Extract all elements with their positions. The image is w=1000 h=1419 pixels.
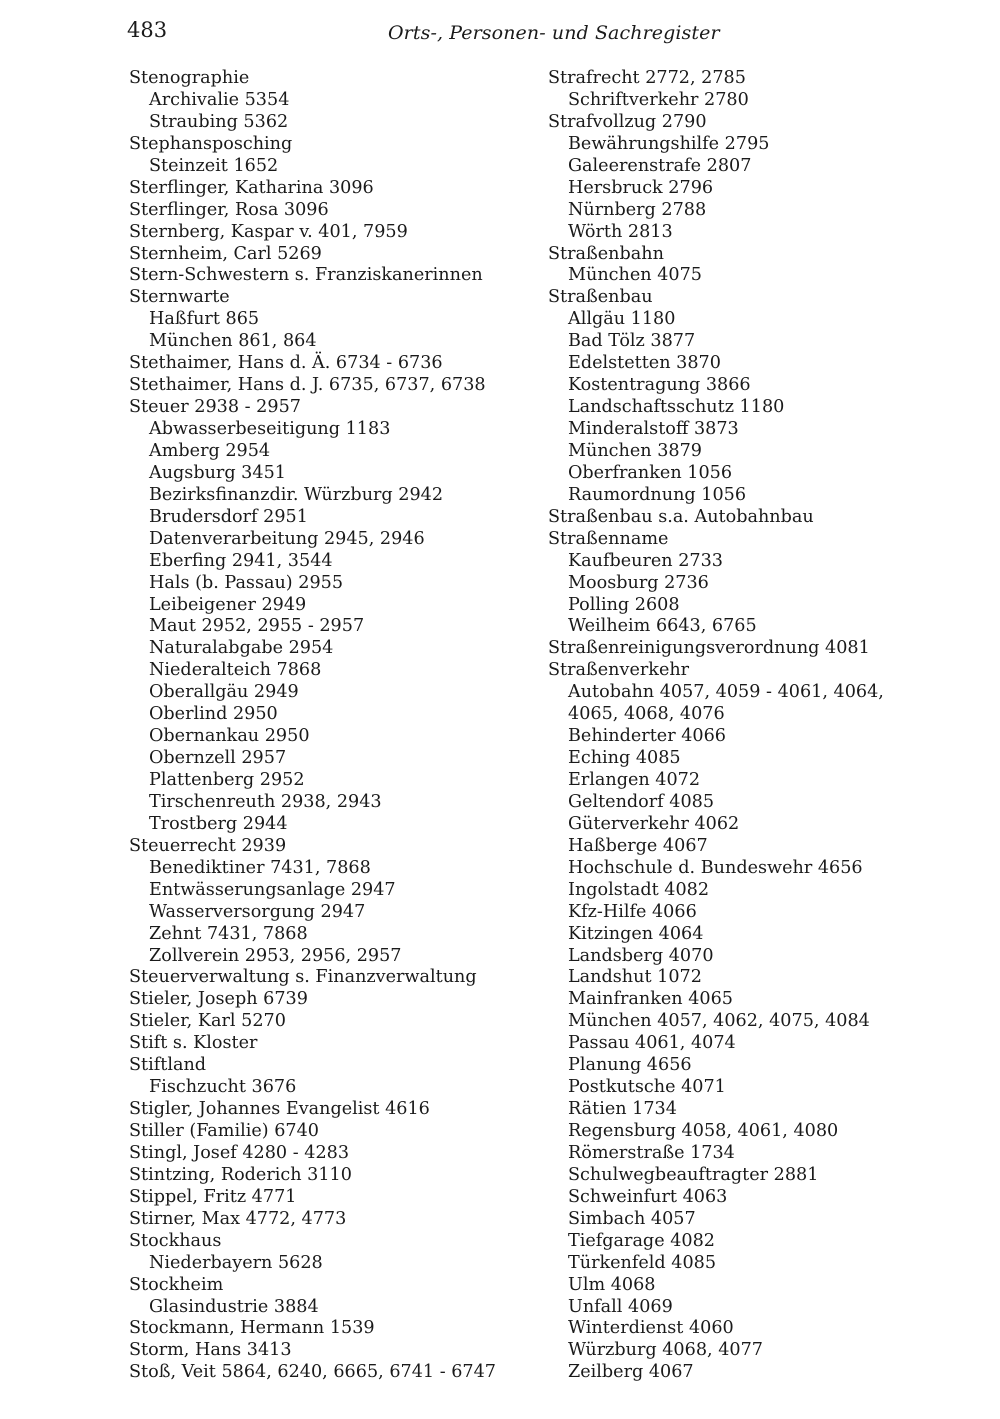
- index-subentry: Oberallgäu 2949: [149, 682, 299, 703]
- index-subentry: Würzburg 4068, 4077: [568, 1340, 763, 1361]
- index-subentry: Landschaftsschutz 1180: [568, 397, 785, 418]
- index-subentry: Kfz-Hilfe 4066: [568, 901, 697, 922]
- index-subentry: Minderalstoff 3873: [568, 419, 739, 439]
- index-entry: Stockmann, Hermann 1539: [129, 1318, 375, 1339]
- index-subentry: Autobahn 4057, 4059 - 4061, 4064,: [568, 682, 884, 703]
- index-subentry: Haßfurt 865: [149, 309, 260, 330]
- index-subentry: Rätien 1734: [568, 1099, 677, 1120]
- index-entry: Storm, Hans 3413: [129, 1340, 292, 1361]
- index-subentry: München 861, 864: [149, 331, 317, 352]
- index-subentry: Brudersdorf 2951: [149, 506, 308, 527]
- index-entry: Strafrecht 2772, 2785: [548, 68, 746, 88]
- index-entry: Stephansposching: [129, 133, 293, 154]
- index-subentry: Steinzeit 1652: [149, 155, 279, 176]
- index-entry: Stockheim: [129, 1274, 224, 1295]
- index-entry: Steuer 2938 - 2957: [129, 397, 301, 418]
- index-subentry: Mainfranken 4065: [568, 989, 733, 1010]
- index-subentry: 4065, 4068, 4076: [568, 704, 725, 725]
- index-subentry: Datenverarbeitung 2945, 2946: [149, 528, 425, 549]
- index-entry: Steuerverwaltung s. Finanzverwaltung: [129, 967, 477, 988]
- index-subentry: Oberlind 2950: [149, 704, 278, 725]
- index-subentry: Straubing 5362: [149, 111, 289, 132]
- index-subentry: Kitzingen 4064: [568, 923, 704, 944]
- index-subentry: Naturalabgabe 2954: [149, 638, 334, 659]
- index-subentry: Erlangen 4072: [568, 770, 701, 790]
- index-entry: Stern-Schwestern s. Franziskanerinnen: [129, 265, 483, 286]
- index-subentry: Maut 2952, 2955 - 2957: [149, 616, 365, 637]
- index-entry: Stieler, Joseph 6739: [129, 989, 308, 1010]
- index-subentry: Bad Tölz 3877: [568, 331, 696, 352]
- index-subentry: Postkutsche 4071: [568, 1077, 726, 1098]
- index-entry: Strafvollzug 2790: [548, 111, 707, 132]
- index-subentry: Plattenberg 2952: [149, 770, 305, 790]
- index-entry: Sternberg, Kaspar v. 401, 7959: [129, 221, 408, 242]
- index-subentry: Winterdienst 4060: [568, 1318, 734, 1339]
- index-subentry: Römerstraße 1734: [568, 1142, 735, 1163]
- index-entry: Stieler, Karl 5270: [129, 1011, 286, 1032]
- index-subentry: Simbach 4057: [568, 1208, 696, 1229]
- index-subentry: Kostentragung 3866: [568, 375, 751, 396]
- index-entry: Stippel, Fritz 4771: [129, 1186, 297, 1207]
- index-subentry: Moosburg 2736: [568, 572, 709, 593]
- index-subentry: Abwasserbeseitigung 1183: [149, 419, 391, 439]
- index-subentry: München 4075: [568, 265, 702, 286]
- index-subentry: Ingolstadt 4082: [568, 879, 710, 900]
- index-subentry: Kaufbeuren 2733: [568, 550, 724, 571]
- index-entry: Stenographie: [129, 68, 250, 88]
- index-subentry: München 3879: [568, 440, 702, 461]
- index-subentry: Schulwegbeauftragter 2881: [568, 1164, 819, 1185]
- index-subentry: Trostberg 2944: [149, 813, 288, 834]
- index-subentry: Fischzucht 3676: [149, 1077, 297, 1098]
- index-subentry: Landsberg 4070: [568, 945, 714, 966]
- index-subentry: Leibeigener 2949: [149, 594, 307, 615]
- index-subentry: Regensburg 4058, 4061, 4080: [568, 1121, 839, 1141]
- index-subentry: Allgäu 1180: [568, 309, 676, 330]
- index-column-right: [548, 68, 978, 1384]
- index-entry: Straßenreinigungsverordnung 4081: [548, 638, 870, 659]
- index-subentry: Tirschenreuth 2938, 2943: [149, 791, 382, 812]
- index-subentry: Obernankau 2950: [149, 726, 310, 747]
- index-entry: Stirner, Max 4772, 4773: [129, 1208, 347, 1229]
- index-subentry: Schweinfurt 4063: [568, 1186, 728, 1207]
- index-entry: Stiller (Familie) 6740: [129, 1121, 319, 1141]
- index-entry: Stigler, Johannes Evangelist 4616: [129, 1099, 430, 1120]
- index-subentry: Hochschule d. Bundeswehr 4656: [568, 857, 863, 878]
- index-subentry: Augsburg 3451: [149, 462, 286, 483]
- index-entry: Stift s. Kloster: [129, 1033, 258, 1054]
- index-subentry: Nürnberg 2788: [568, 199, 707, 220]
- index-subentry: Haßberge 4067: [568, 835, 708, 856]
- index-subentry: Hals (b. Passau) 2955: [149, 572, 344, 593]
- index-subentry: Eberfing 2941, 3544: [149, 550, 333, 571]
- index-entry: Sternwarte: [129, 287, 230, 308]
- index-subentry: Hersbruck 2796: [568, 177, 714, 198]
- index-subentry: Zeilberg 4067: [568, 1362, 694, 1383]
- index-entry: Sternheim, Carl 5269: [129, 243, 322, 264]
- index-entry: Sterflinger, Katharina 3096: [129, 177, 374, 198]
- index-subentry: Tiefgarage 4082: [568, 1230, 715, 1251]
- index-entry: Stingl, Josef 4280 - 4283: [129, 1142, 350, 1163]
- index-subentry: Türkenfeld 4085: [568, 1252, 717, 1273]
- index-entry: Stiftland: [129, 1055, 207, 1076]
- index-subentry: Bezirksfinanzdir. Würzburg 2942: [149, 484, 444, 505]
- index-entry: Straßenname: [548, 528, 669, 549]
- index-subentry: Zollverein 2953, 2956, 2957: [149, 945, 402, 966]
- index-entry: Straßenbau: [548, 287, 653, 308]
- index-subentry: Glasindustrie 3884: [149, 1296, 319, 1317]
- index-subentry: Polling 2608: [568, 594, 680, 615]
- index-subentry: Geltendorf 4085: [568, 791, 715, 812]
- index-entry: Steuerrecht 2939: [129, 835, 287, 856]
- index-entry: Stockhaus: [129, 1230, 222, 1251]
- index-subentry: Entwässerungsanlage 2947: [149, 879, 396, 900]
- running-title: Orts-, Personen- und Sachregister: [388, 22, 720, 44]
- index-subentry: Wörth 2813: [568, 221, 673, 242]
- index-entry: Straßenverkehr: [548, 660, 690, 681]
- index-entry: Sterflinger, Rosa 3096: [129, 199, 329, 220]
- index-subentry: Zehnt 7431, 7868: [149, 923, 308, 944]
- index-subentry: Schriftverkehr 2780: [568, 89, 749, 110]
- index-subentry: München 4057, 4062, 4075, 4084: [568, 1011, 870, 1032]
- index-subentry: Bewährungshilfe 2795: [568, 133, 770, 154]
- index-entry: Straßenbahn: [548, 243, 664, 264]
- index-subentry: Raumordnung 1056: [568, 484, 747, 505]
- index-entry: Stethaimer, Hans d. J. 6735, 6737, 6738: [129, 375, 486, 396]
- index-subentry: Weilheim 6643, 6765: [568, 616, 757, 637]
- index-column-left: [129, 68, 529, 1384]
- index-subentry: Behinderter 4066: [568, 726, 726, 747]
- index-entry: Stoß, Veit 5864, 6240, 6665, 6741 - 6747: [129, 1362, 497, 1383]
- index-subentry: Wasserversorgung 2947: [149, 901, 366, 922]
- index-subentry: Eching 4085: [568, 748, 681, 769]
- index-subentry: Oberfranken 1056: [568, 462, 733, 483]
- index-subentry: Passau 4061, 4074: [568, 1033, 736, 1054]
- index-subentry: Landshut 1072: [568, 967, 702, 988]
- index-subentry: Benediktiner 7431, 7868: [149, 857, 371, 878]
- index-subentry: Galeerenstrafe 2807: [568, 155, 752, 176]
- index-subentry: Planung 4656: [568, 1055, 692, 1076]
- index-subentry: Amberg 2954: [149, 440, 271, 461]
- index-subentry: Edelstetten 3870: [568, 353, 721, 374]
- index-subentry: Ulm 4068: [568, 1274, 656, 1295]
- index-entry: Stintzing, Roderich 3110: [129, 1164, 352, 1185]
- index-subentry: Unfall 4069: [568, 1296, 673, 1317]
- index-subentry: Güterverkehr 4062: [568, 813, 740, 834]
- index-subentry: Archivalie 5354: [149, 89, 290, 110]
- index-entry: Straßenbau s.a. Autobahnbau: [548, 506, 814, 527]
- index-subentry: Niederalteich 7868: [149, 660, 322, 681]
- index-entry: Stethaimer, Hans d. Ä. 6734 - 6736: [129, 353, 443, 374]
- page-number: 483: [127, 18, 168, 42]
- index-subentry: Niederbayern 5628: [149, 1252, 323, 1273]
- index-subentry: Obernzell 2957: [149, 748, 287, 769]
